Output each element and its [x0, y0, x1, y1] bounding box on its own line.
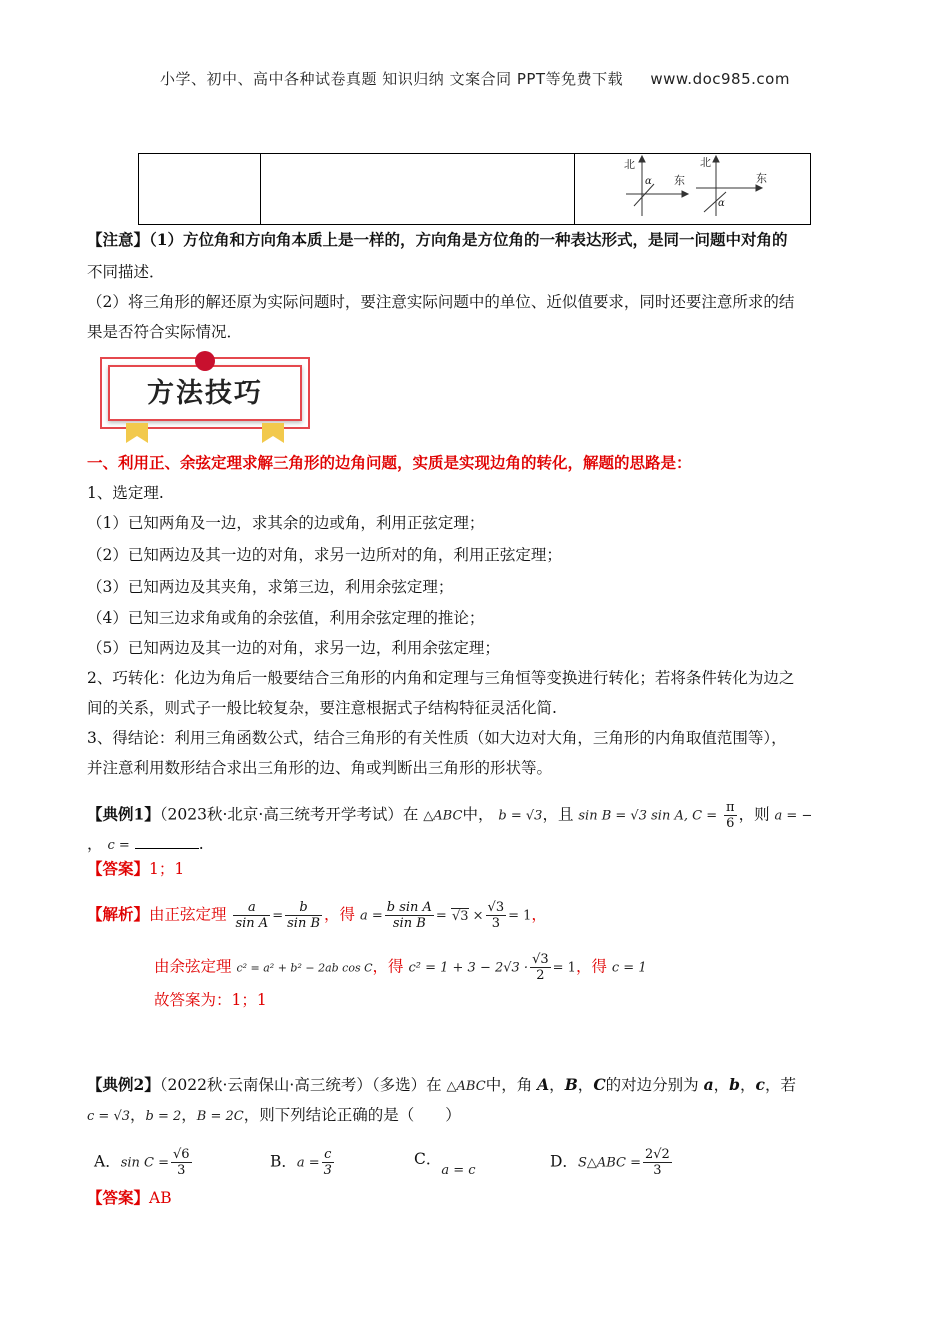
example2-question: 【典例2】（2022秋·云南保山·高三统考）（多选）在 △ABC中，角 A，B，C的对边分别为 a，b，c，若 [87, 1075, 796, 1094]
note-line: （2）将三角形的解还原为实际问题时，要注意实际问题中的单位、近似值要求，同时还要注意所求的结 [87, 293, 795, 311]
section-banner [100, 351, 312, 445]
step-3: 3、得结论：利用三角函数公式，结合三角形的有关性质（如大边对大角，三角形的内角取值范围等）， [87, 729, 787, 747]
page-header [0, 68, 950, 89]
alpha-label: α [645, 176, 652, 187]
list-item: （1）已知两角及一边，求其余的边或角，利用正弦定理； [87, 514, 485, 532]
example1-analysis: 【解析】由正弦定理 $\frac{a}{\text{sin A}}$ = $\frac{b}{\text{sin B}}$ ，得 a = $\frac{\text{b sin A}}{\text{sin B}}$ = √3 × $\frac{√3}{3}$ = 1， [87, 900, 547, 931]
example1-question: 【典例1】（2023秋·北京·高三统考开学考试）在 △ABC中， b = √3，且 sin B = √3 sin A, C = $\frac{\pi}{6}$ ，则 a = − [87, 800, 813, 831]
note-line: 【注意】（1）方位角和方向角本质上是一样的，方向角是方位角的一种表达形式，是同一问题中对角的 [87, 230, 788, 249]
table-divider [260, 154, 261, 224]
example1-question-cont: ， c = . [87, 835, 204, 853]
north-label: 北 [624, 158, 635, 171]
example2-answer: 【答案】AB [87, 1188, 172, 1207]
east-label: 东 [674, 174, 685, 187]
pin-icon [195, 351, 215, 371]
option-d[interactable]: D．S△ABC = $\frac{2√2}{3}$ [550, 1147, 670, 1178]
example1-analysis-cont: 由余弦定理 c² = a² + b² − 2ab cos C，得 c² = 1 + 3 − 2√3 · $\frac{√3}{2}$ = 1，得 c = 1 [154, 952, 647, 983]
ribbon-icon [262, 423, 284, 443]
north-label: 北 [700, 156, 711, 169]
section-heading: 一、利用正、余弦定理求解三角形的边角问题，实质是实现边角的转化，解题的思路是： [87, 453, 692, 472]
example2-options [94, 1141, 874, 1177]
step-3-cont: 并注意利用数形结合求出三角形的边、角或判断出三角形的形状等。 [87, 759, 553, 777]
step-1: 1、选定理. [87, 484, 164, 502]
option-b[interactable]: B．a = $\frac{c}{3}$ [270, 1147, 332, 1178]
table-fragment [138, 153, 811, 225]
example2-question-cont: c = √3，b = 2，B = 2C，则下列结论正确的是（ ） [87, 1106, 461, 1124]
east-label: 东 [756, 172, 767, 185]
option-a[interactable]: A．sin C = $\frac{√6}{3}$ [94, 1147, 190, 1178]
list-item: （5）已知两边及其一边的对角，求另一边，利用余弦定理； [87, 639, 500, 657]
ribbon-icon [126, 423, 148, 443]
answer-blank [135, 848, 199, 849]
example1-conclusion: 故答案为：1；1 [154, 991, 267, 1009]
example1-answer: 【答案】1；1 [87, 859, 185, 878]
step-2: 2、巧转化：化边为角后一般要结合三角形的内角和定理与三角恒等变换进行转化；若将条件转化为边之 [87, 669, 795, 687]
header-text: 小学、初中、高中各种试卷真题 知识归纳 文案合同 PPT等免费下载 [160, 70, 624, 88]
alpha-label: α [718, 198, 725, 209]
table-divider [574, 154, 575, 224]
note-line: 果是否符合实际情况． [87, 323, 243, 341]
note-line: 不同描述． [87, 263, 165, 281]
list-item: （3）已知两边及其夹角，求第三边，利用余弦定理； [87, 578, 454, 596]
step-2-cont: 间的关系，则式子一般比较复杂，要注意根据式子结构特征灵活化简. [87, 699, 557, 717]
list-item: （4）已知三边求角或角的余弦值，利用余弦定理的推论； [87, 609, 485, 627]
option-c[interactable]: C．$_{a = c}$ [414, 1150, 476, 1178]
header-url[interactable]: www.doc985.com [650, 70, 790, 88]
list-item: （2）已知两边及其一边的对角，求另一边所对的角，利用正弦定理； [87, 546, 562, 564]
banner-title: 方法技巧 [108, 365, 302, 421]
direction-angle-figure [576, 154, 812, 224]
